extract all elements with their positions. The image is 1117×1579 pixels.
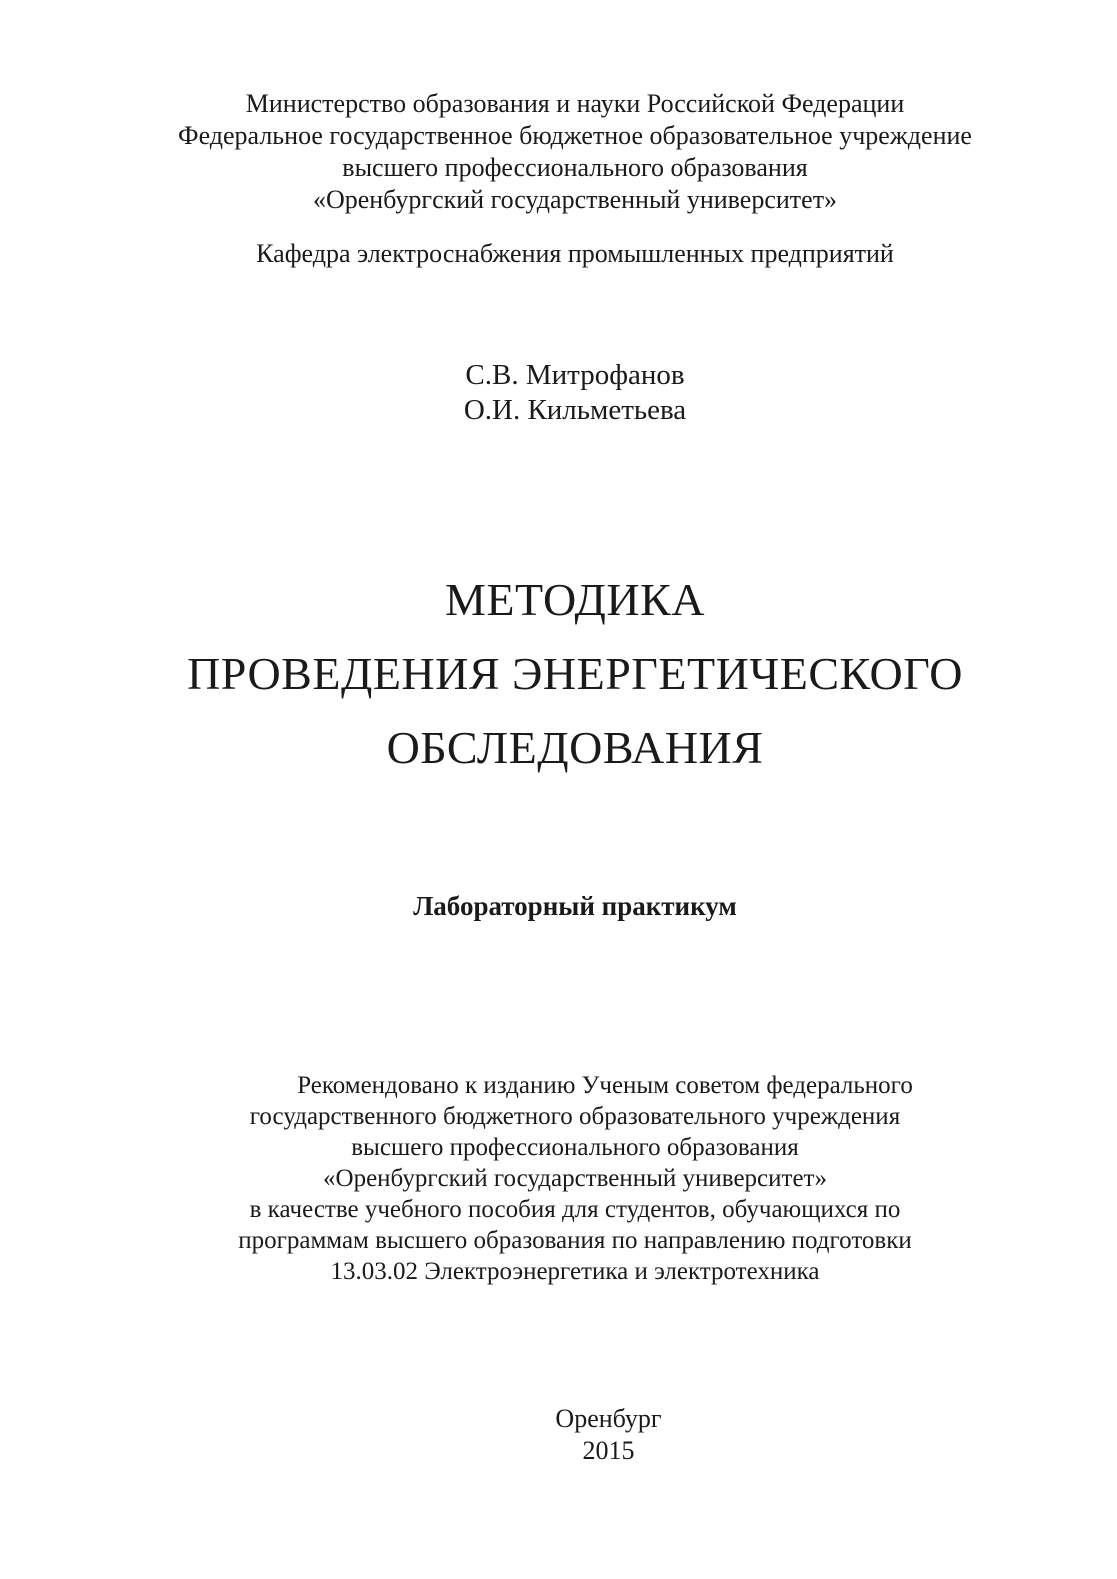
recommendation-line-3: высшего профессионального образования xyxy=(351,1134,799,1161)
ministry-line: Министерство образования и науки Российской Федерации xyxy=(245,89,905,118)
imprint xyxy=(0,1403,1117,1467)
title-line-2: ПРОВЕДЕНИЯ ЭНЕРГЕТИЧЕСКОГО xyxy=(187,648,963,699)
title-line-1: МЕТОДИКА xyxy=(445,574,705,625)
institution-type-line: Федеральное государственное бюджетное образовательное учреждение xyxy=(178,121,972,150)
department-name: Кафедра электроснабжения промышленных предприятий xyxy=(256,239,894,268)
book-title xyxy=(0,563,1117,785)
university-name-line: «Оренбургский государственный университет» xyxy=(312,185,838,214)
recommendation-line-2: государственного бюджетного образовательного учреждения xyxy=(249,1103,901,1130)
authors xyxy=(0,358,1117,428)
recommendation-notice xyxy=(0,1070,1117,1287)
author-2: О.И. Кильметьева xyxy=(463,394,687,426)
publication-city: Оренбург xyxy=(555,1404,662,1433)
publication-year: 2015 xyxy=(582,1436,635,1465)
education-level-line: высшего профессионального образования xyxy=(342,153,808,182)
recommendation-line-1: Рекомендовано к изданию Ученым советом федерального xyxy=(297,1072,913,1099)
department xyxy=(0,238,1117,270)
recommendation-line-7: 13.03.02 Электроэнергетика и электротехника xyxy=(330,1258,820,1285)
organization-header xyxy=(0,88,1117,216)
title-line-3: ОБСЛЕДОВАНИЯ xyxy=(386,722,764,773)
recommendation-line-6: программам высшего образования по направлению подготовки xyxy=(238,1227,912,1254)
publication-type: Лабораторный практикум xyxy=(413,891,737,921)
recommendation-line-4: «Оренбургский государственный университет» xyxy=(323,1165,827,1192)
author-1: С.В. Митрофанов xyxy=(465,359,685,391)
book-subtitle xyxy=(0,890,1117,922)
recommendation-line-5: в качестве учебного пособия для студентов, обучающихся по xyxy=(249,1196,901,1223)
